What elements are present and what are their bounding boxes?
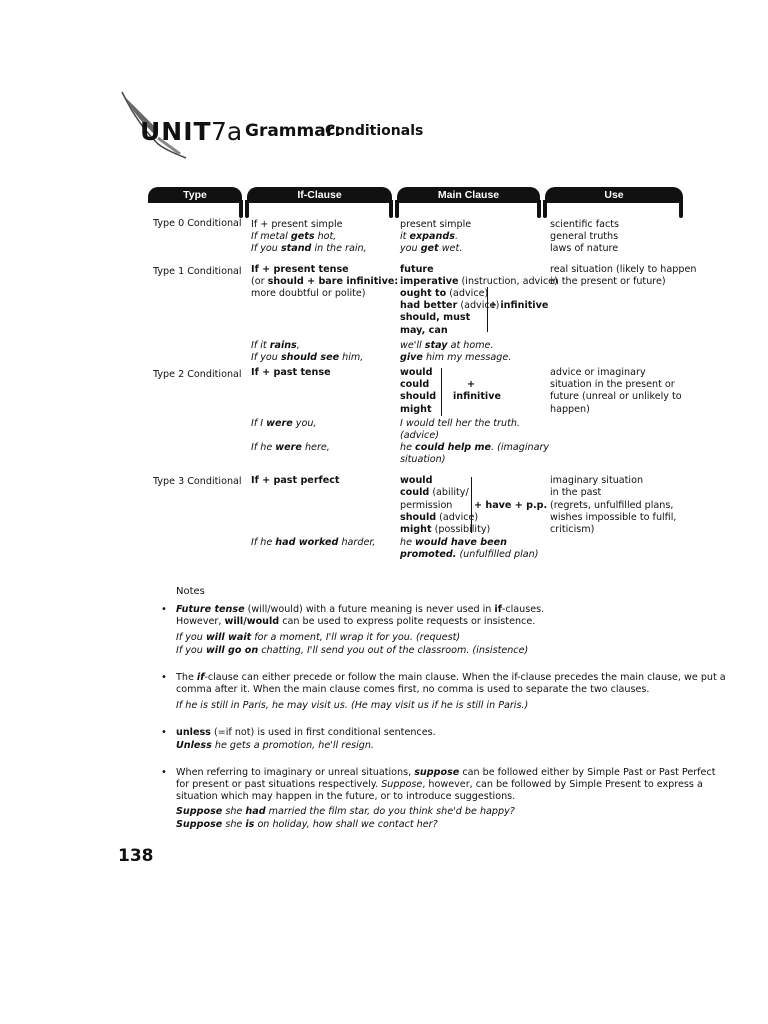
- main-clause-text: permission: [400, 500, 453, 511]
- use-text: (regrets, unfulfilled plans,: [550, 500, 674, 511]
- note-4-line: for present or past situations respectively. Suppose, however, can be followed by Simple Present to express a: [176, 779, 703, 790]
- note-2-line: The if-clause can either precede or follow the main clause. When the if-clause precedes the main clause, we put a: [176, 672, 726, 683]
- note-1-line: However, will/would can be used to express polite requests or insistence.: [176, 616, 536, 627]
- if-clause-example: If you stand in the rain,: [251, 243, 367, 254]
- main-clause-text: should, must: [400, 312, 471, 323]
- use-text: wishes impossible to fulfil,: [550, 512, 677, 523]
- header-main-clause: Main Clause: [397, 187, 540, 203]
- type-3-label: Type 3 Conditional: [153, 476, 242, 487]
- main-clause-example: it expands.: [400, 231, 458, 242]
- main-clause-infinitive: infinitive: [453, 391, 501, 402]
- note-3-example: Unless he gets a promotion, he'll resign.: [176, 740, 374, 751]
- if-clause-example: If he were here,: [251, 442, 330, 453]
- use-text: scientific facts: [550, 219, 620, 230]
- bullet-icon: •: [161, 604, 167, 615]
- header-divider: [395, 200, 399, 218]
- if-clause-example: If I were you,: [251, 418, 317, 429]
- header-type: Type: [148, 187, 242, 203]
- unit-label: UNIT: [140, 117, 212, 146]
- note-1-example: If you will go on chatting, I'll send you out of the classroom. (insistence): [176, 645, 529, 656]
- header-divider: [239, 200, 243, 218]
- notes-heading: Notes: [176, 586, 205, 597]
- if-clause-example: If he had worked harder,: [251, 537, 376, 548]
- header-divider: [679, 200, 683, 218]
- main-clause-example: you get wet.: [400, 243, 463, 254]
- page-title: Conditionals: [325, 123, 424, 139]
- header-divider: [543, 200, 547, 218]
- header-if-clause: If-Clause: [247, 187, 392, 203]
- note-4-line: situation which may happen in the future, or to introduce suggestions.: [176, 791, 516, 802]
- if-clause-text: If + past perfect: [251, 475, 340, 486]
- if-clause-example: If metal gets hot,: [251, 231, 337, 242]
- main-clause-text: may, can: [400, 325, 448, 336]
- bullet-icon: •: [161, 727, 167, 738]
- use-text: real situation (likely to happen: [550, 264, 697, 275]
- note-2-line: comma after it. When the main clause comes first, no comma is used to separate the two clauses.: [176, 684, 650, 695]
- note-1-line: Future tense (will/would) with a future meaning is never used in if-clauses.: [176, 604, 545, 615]
- grammar-label: Grammar:: [245, 121, 341, 141]
- header-use: Use: [545, 187, 683, 203]
- main-clause-text: imperative (instruction, advice): [400, 276, 558, 287]
- unit-number: 7a: [211, 117, 243, 146]
- use-text: laws of nature: [550, 243, 619, 254]
- main-clause-have: + have + p.p.: [474, 500, 548, 511]
- use-text: in the present or future): [550, 276, 666, 287]
- main-clause-example: situation): [400, 454, 446, 465]
- use-text: advice or imaginary: [550, 367, 646, 378]
- bullet-icon: •: [161, 672, 167, 683]
- main-clause-text: might: [400, 404, 432, 415]
- main-clause-text: should: [400, 391, 437, 402]
- note-4-line: When referring to imaginary or unreal situations, suppose can be followed either by Simple Past or Past Perfect: [176, 767, 716, 778]
- bullet-icon: •: [161, 767, 167, 778]
- use-text: imaginary situation: [550, 475, 644, 486]
- brace-line: [487, 287, 488, 332]
- if-clause-text: If + present tense: [251, 264, 349, 275]
- brace-line: [441, 368, 442, 416]
- main-clause-text: would: [400, 367, 433, 378]
- use-text: future (unreal or unlikely to: [550, 391, 682, 402]
- main-clause-example: promoted. (unfulfilled plan): [400, 549, 539, 560]
- main-clause-text: had better (advice): [400, 300, 500, 311]
- if-clause-example: If it rains,: [251, 340, 300, 351]
- main-clause-text: future: [400, 264, 434, 275]
- main-clause-example: give him my message.: [400, 352, 512, 363]
- main-clause-text: would: [400, 475, 433, 486]
- note-2-example: If he is still in Paris, he may visit us. (He may visit us if he is still in Paris.): [176, 700, 529, 711]
- main-clause-example: (advice): [400, 430, 439, 441]
- main-clause-example: he would have been: [400, 537, 507, 548]
- main-clause-example: I would tell her the truth.: [400, 418, 520, 429]
- note-4-example: Suppose she is on holiday, how shall we contact her?: [176, 819, 438, 830]
- type-1-label: Type 1 Conditional: [153, 266, 242, 277]
- note-3-line: unless (=if not) is used in first conditional sentences.: [176, 727, 436, 738]
- if-clause-text: If + past tense: [251, 367, 331, 378]
- if-clause-example: If you should see him,: [251, 352, 364, 363]
- if-clause-text: If + present simple: [251, 219, 343, 230]
- use-text: in the past: [550, 487, 602, 498]
- type-2-label: Type 2 Conditional: [153, 369, 242, 380]
- brace-line: [471, 477, 472, 533]
- type-0-label: Type 0 Conditional: [153, 218, 242, 229]
- page-number: 138: [118, 846, 154, 866]
- main-clause-example: we'll stay at home.: [400, 340, 494, 351]
- note-4-example: Suppose she had married the film star, do you think she'd be happy?: [176, 806, 515, 817]
- use-text: happen): [550, 404, 590, 415]
- if-clause-text: more doubtful or polite): [251, 288, 366, 299]
- main-clause-plus: +: [467, 379, 476, 390]
- main-clause-text: could (ability/: [400, 487, 469, 498]
- main-clause-text: ought to (advice): [400, 288, 489, 299]
- header-divider: [245, 200, 249, 218]
- use-text: situation in the present or: [550, 379, 675, 390]
- main-clause-text: could: [400, 379, 430, 390]
- note-1-example: If you will wait for a moment, I'll wrap it for you. (request): [176, 632, 461, 643]
- header-divider: [389, 200, 393, 218]
- use-text: general truths: [550, 231, 619, 242]
- header-divider: [537, 200, 541, 218]
- main-clause-text: present simple: [400, 219, 472, 230]
- main-clause-text: might (possibility): [400, 524, 491, 535]
- main-clause-infinitive: + infinitive: [489, 300, 549, 311]
- use-text: criticism): [550, 524, 595, 535]
- if-clause-text: (or should + bare infinitive:: [251, 276, 399, 287]
- main-clause-example: he could help me. (imaginary: [400, 442, 550, 453]
- main-clause-text: should (advice): [400, 512, 479, 523]
